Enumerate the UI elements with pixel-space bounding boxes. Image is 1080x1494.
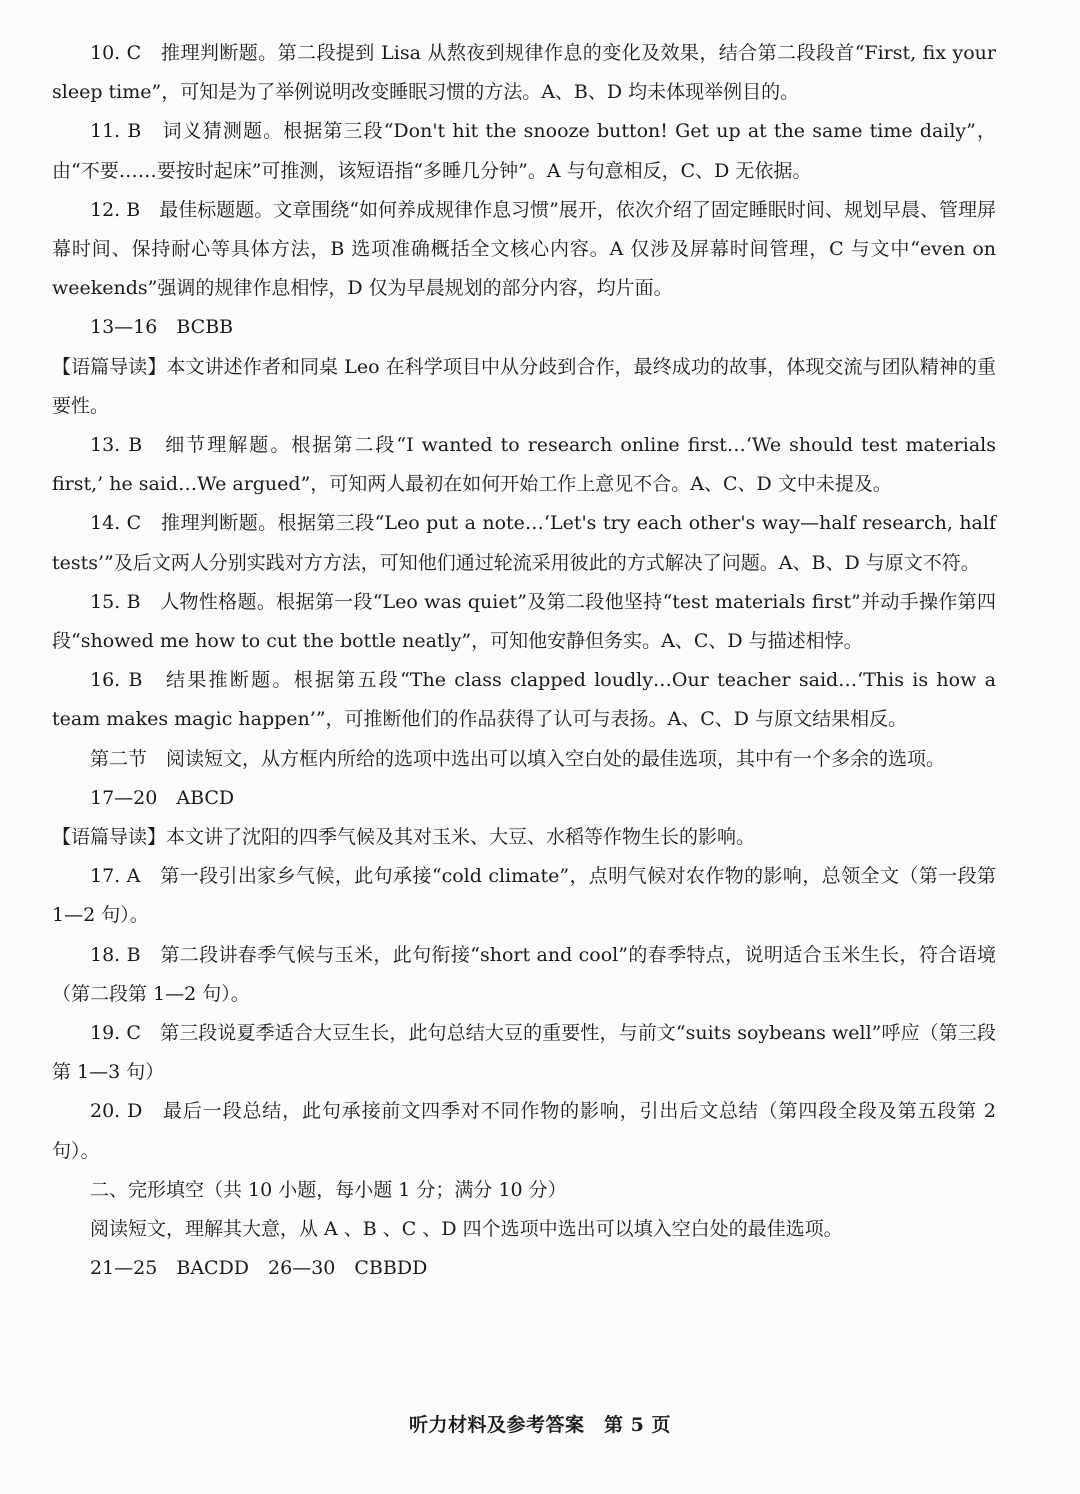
answers-13-16: 13—16 BCBB xyxy=(90,316,234,339)
answer-11-explanation: 11. B 词义猜测题。根据第三段“Don't hit the snooze button! Get up at the same time daily”，由“不要……要按时起床”可推测，该短语指“多睡几分钟”。A 与句意相反，C、D 无依据。 xyxy=(52,120,996,182)
passage-guide-leo: 【语篇导读】本文讲述作者和同桌 Leo 在科学项目中从分歧到合作，最终成功的故事，体现交流与团队精神的重要性。 xyxy=(52,355,996,417)
section-two-instructions: 第二节 阅读短文，从方框内所给的选项中选出可以填入空白处的最佳选项，其中有一个多余的选项。 xyxy=(90,747,946,770)
cloze-section-heading: 二、完形填空（共 10 小题，每小题 1 分；满分 10 分） xyxy=(90,1178,567,1201)
answer-12-explanation: 12. B 最佳标题题。文章围绕“如何养成规律作息习惯”展开，依次介绍了固定睡眠时间、规划早晨、管理屏幕时间、保持耐心等具体方法，B 选项准确概括全文核心内容。A 仅涉及屏幕时间管理，C 与文中“even on weekends”强调的规律作息相悖，D 仅为早晨规划的部分内容，均片面。 xyxy=(52,198,996,300)
answer-18-explanation: 18. B 第二段讲春季气候与玉米，此句衔接“short and cool”的春季特点，说明适合玉米生长，符合语境（第二段第 1—2 句）。 xyxy=(52,943,996,1005)
cloze-instructions: 阅读短文，理解其大意，从 A 、B 、C 、D 四个选项中选出可以填入空白处的最佳选项。 xyxy=(90,1218,843,1241)
answer-10-explanation: 10. C 推理判断题。第二段提到 Lisa 从熬夜到规律作息的变化及效果，结合第二段段首“First, fix your sleep time”，可知是为了举例说明改变睡眠习惯的方法。A、B、D 均未体现举例目的。 xyxy=(52,42,996,104)
answers-17-20: 17—20 ABCD xyxy=(90,786,235,809)
answer-13-explanation: 13. B 细节理解题。根据第二段“I wanted to research online first…‘We should test materials first,’ he said…We argued”，可知两人最初在如何开始工作上意见不合。A、C、D 文中未提及。 xyxy=(52,434,996,496)
answers-21-30: 21—25 BACDD 26—30 CBBDD xyxy=(90,1257,428,1280)
answer-key-body xyxy=(52,34,996,1289)
answer-14-explanation: 14. C 推理判断题。根据第三段“Leo put a note…‘Let's try each other's way—half research, half tests’”及后文两人分别实践对方方法，可知他们通过轮流采用彼此的方式解决了问题。A、B、D 与原文不符。 xyxy=(52,512,996,574)
answer-15-explanation: 15. B 人物性格题。根据第一段“Leo was quiet”及第二段他坚持“test materials first”并动手操作第四段“showed me how to cut the bottle neatly”，可知他安静但务实。A、C、D 与描述相悖。 xyxy=(52,590,996,653)
answer-19-explanation: 19. C 第三段说夏季适合大豆生长，此句总结大豆的重要性，与前文“suits soybeans well”呼应（第三段第 1—3 句） xyxy=(52,1022,996,1084)
answer-20-explanation: 20. D 最后一段总结，此句承接前文四季对不同作物的影响，引出后文总结（第四段全段及第五段第 2 句）。 xyxy=(52,1100,996,1162)
answer-17-explanation: 17. A 第一段引出家乡气候，此句承接“cold climate”，点明气候对农作物的影响，总领全文（第一段第 1—2 句）。 xyxy=(52,865,996,927)
passage-guide-shenyang: 【语篇导读】本文讲了沈阳的四季气候及其对玉米、大豆、水稻等作物生长的影响。 xyxy=(52,826,756,849)
answer-16-explanation: 16. B 结果推断题。根据第五段“The class clapped loudly…Our teacher said…‘This is how a team makes magic happen’”，可推断他们的作品获得了认可与表扬。A、C、D 与原文结果相反。 xyxy=(52,669,996,731)
page-footer: 听力材料及参考答案 第 5 页 xyxy=(409,1414,671,1436)
